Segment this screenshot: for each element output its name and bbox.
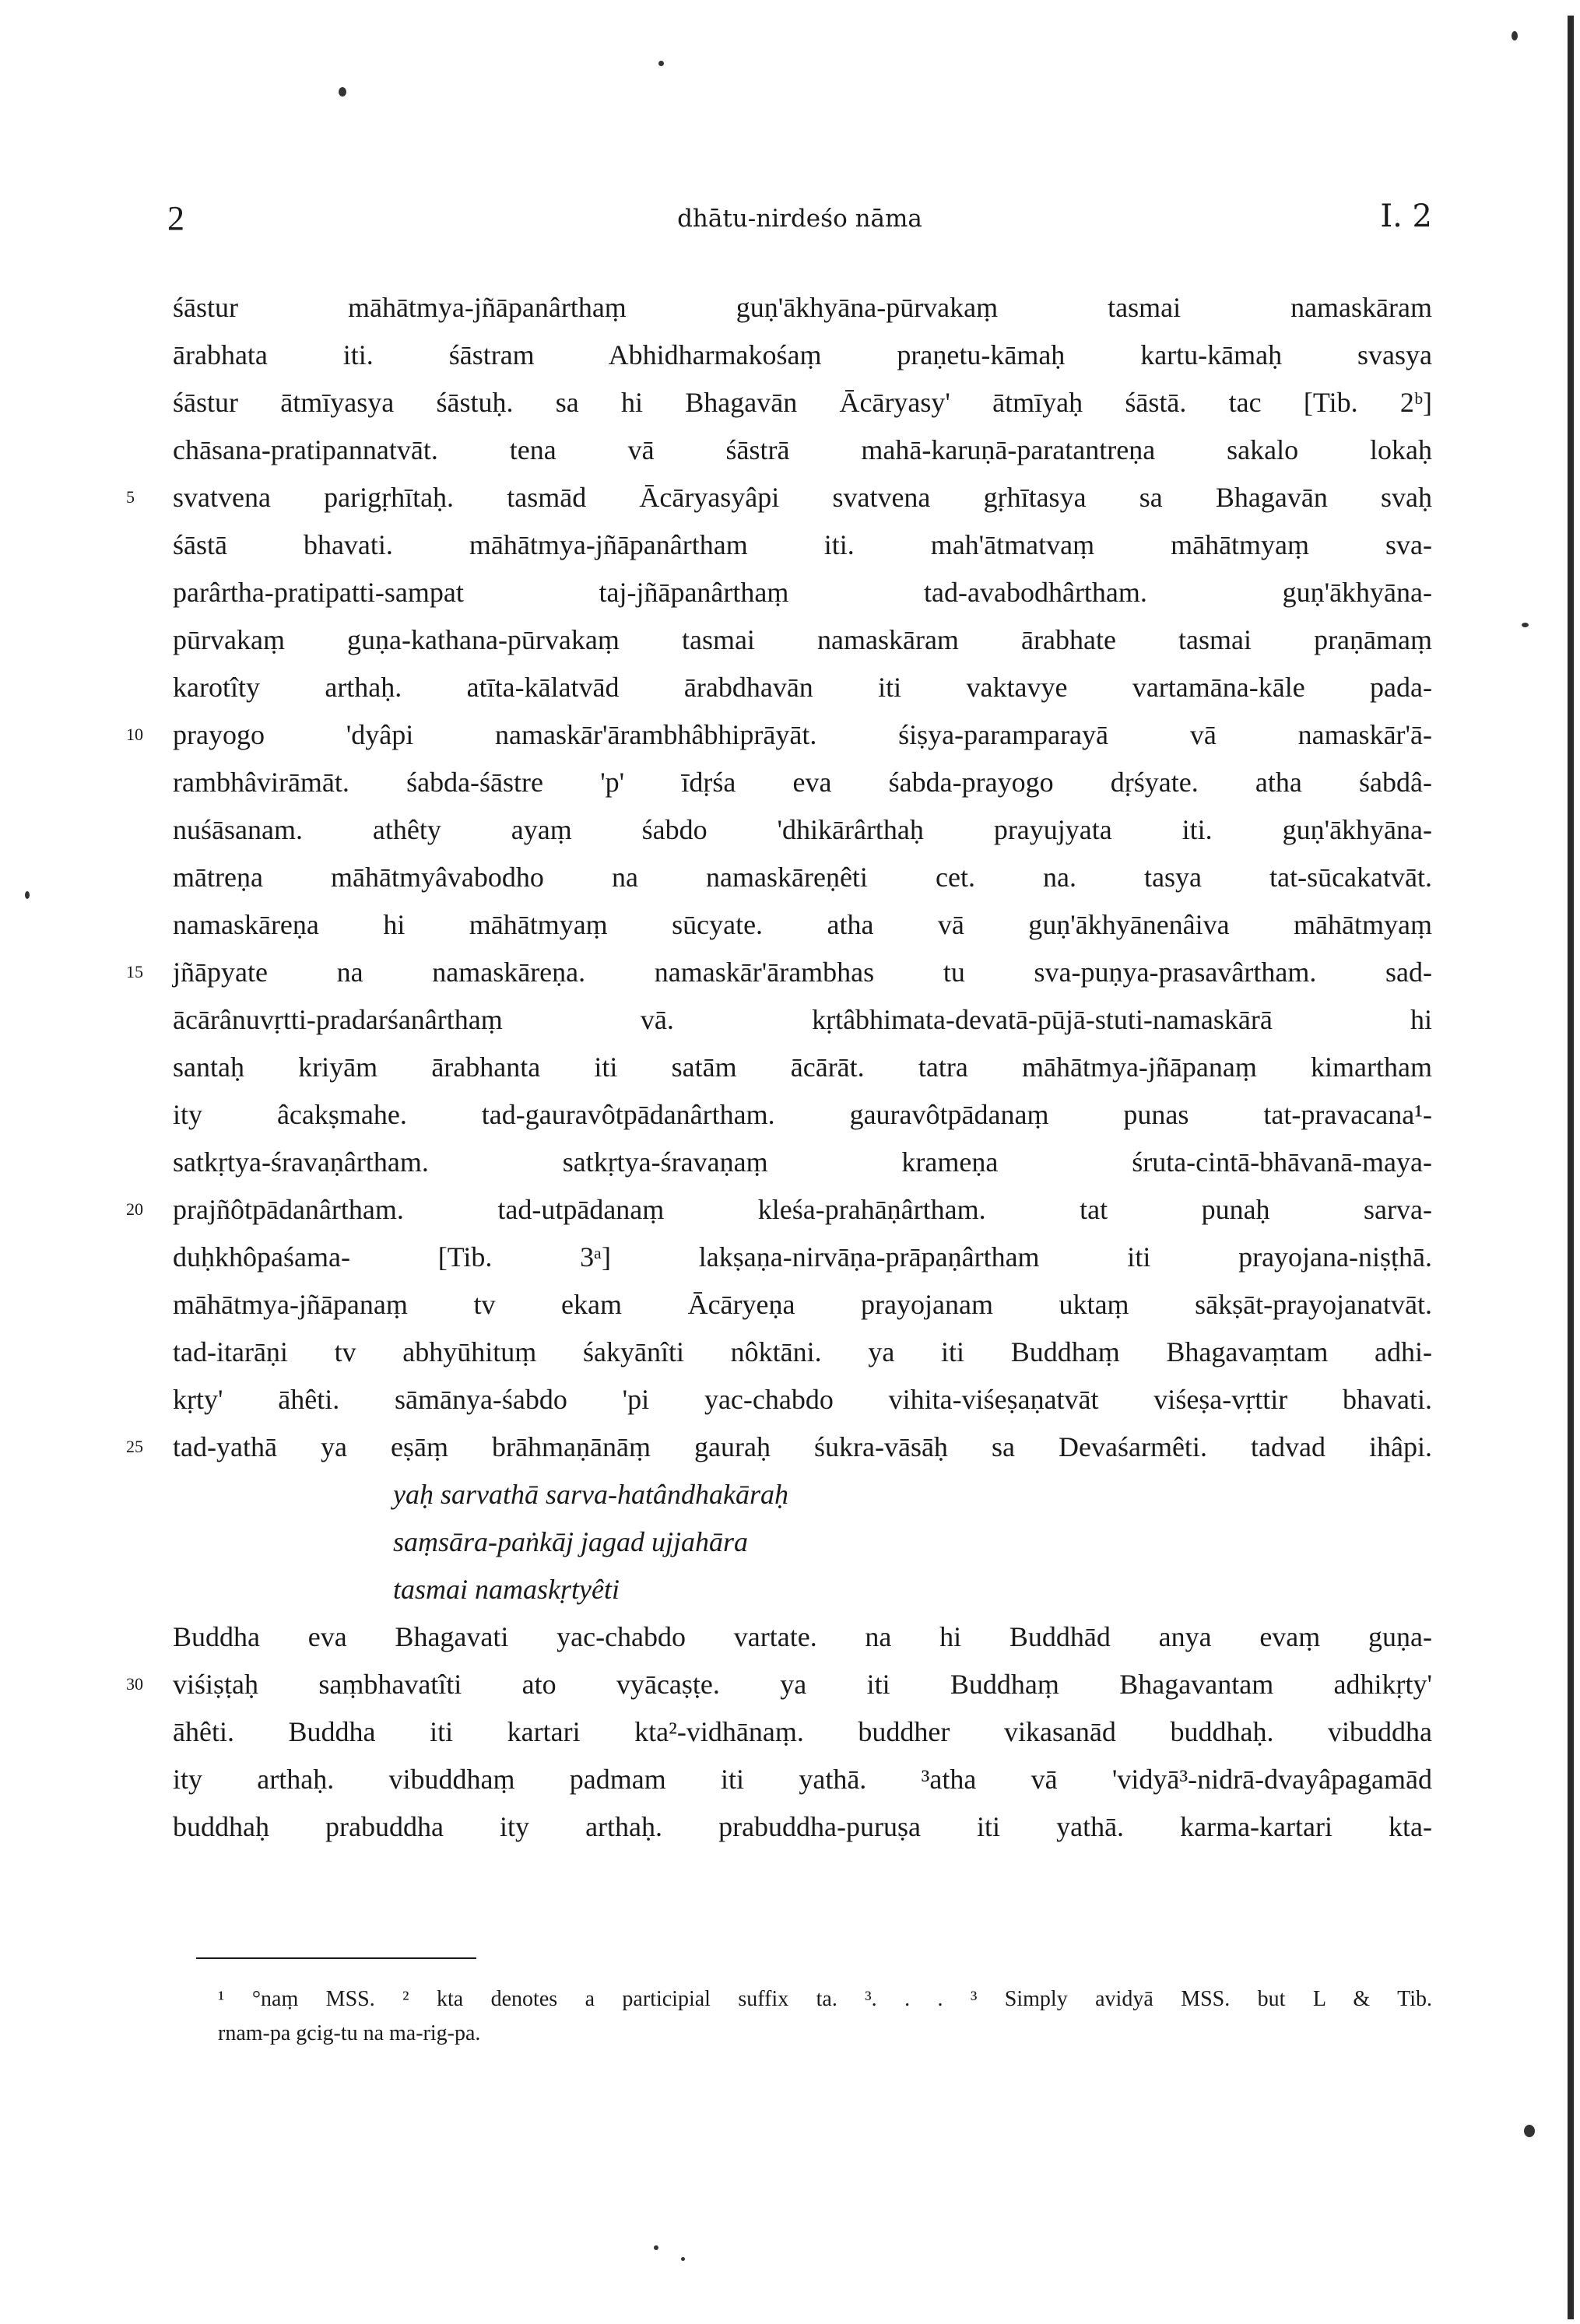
text-line: māhātmya-jñāpanaṃ tv ekam Ācāryeṇa prayojanam uktaṃ sākṣāt-prayojanatvāt. <box>173 1289 1432 1320</box>
text-line: ity arthaḥ. vibuddhaṃ padmam iti yathā. ³atha vā 'vidyā³-nidrā-dvayâpagamād <box>173 1764 1432 1795</box>
text-line: santaḥ kriyām ārabhanta iti satām ācārāt. tatra māhātmya-jñāpanaṃ kimartham <box>173 1051 1432 1083</box>
section-number: I. 2 <box>1380 198 1432 234</box>
text-line: kṛty' āhêti. sāmānya-śabdo 'pi yac-chabdo vihita-viśeṣaṇatvāt viśeṣa-vṛttir bhavati. <box>173 1384 1432 1415</box>
text-line: pūrvakaṃ guṇa-kathana-pūrvakaṃ tasmai namaskāram ārabhate tasmai praṇāmaṃ <box>173 624 1432 655</box>
text-line: ācārânuvṛtti-pradarśanârthaṃ vā. kṛtâbhimata-devatā-pūjā-stuti-namaskārā hi <box>173 1004 1432 1035</box>
text-line: tad-itarāṇi tv abhyūhituṃ śakyānîti nôktāni. ya iti Buddhaṃ Bhagavaṃtam adhi- <box>173 1336 1432 1367</box>
text-line: jñāpyate na namaskāreṇa. namaskār'ārambhas tu sva-puṇya-prasavârtham. sad- <box>173 957 1432 988</box>
verse-line: saṃsāra-paṅkāj jagad ujjahāra <box>393 1526 749 1557</box>
text-line: śāstā bhavati. māhātmya-jñāpanârtham iti. mah'ātmatvaṃ māhātmyaṃ sva- <box>173 529 1432 560</box>
verse-line: yaḥ sarvathā sarva-hatândhakāraḥ <box>393 1479 788 1510</box>
text-line: parârtha-pratipatti-sampat taj-jñāpanârthaṃ tad-avabodhârtham. guṇ'ākhyāna- <box>173 577 1432 608</box>
text-line: prayogo 'dyâpi namaskār'ārambhâbhiprāyāt. śiṣya-paramparayā vā namaskār'ā- <box>173 719 1432 750</box>
text-line: duḥkhôpaśama- [Tib. 3ᵃ] lakṣaṇa-nirvāṇa-prāpaṇârtham iti prayojana-niṣṭhā. <box>173 1241 1432 1273</box>
text-line: Buddha eva Bhagavati yac-chabdo vartate. na hi Buddhād anya evaṃ guṇa- <box>173 1621 1432 1652</box>
footnote-line: ¹ °naṃ MSS. ² kta denotes a participial suffix ta. ³. . . ³ Simply avidyā MSS. but L & Tib. <box>218 1987 1432 2011</box>
page-edge-shadow <box>1568 16 1574 2319</box>
text-line: namaskāreṇa hi māhātmyaṃ sūcyate. atha vā guṇ'ākhyānenâiva māhātmyaṃ <box>173 909 1432 940</box>
footnote-line: rnam-pa gcig-tu na ma-rig-pa. <box>218 2021 481 2045</box>
footnote-rule <box>196 1957 476 1959</box>
line-number: 25 <box>126 1437 143 1456</box>
running-title: dhātu-nirdeśo nāma <box>677 205 922 233</box>
text-line: śāstur māhātmya-jñāpanârthaṃ guṇ'ākhyāna-pūrvakaṃ tasmai namaskāram <box>173 292 1432 323</box>
line-number: 15 <box>126 962 143 981</box>
text-line: ārabhata iti. śāstram Abhidharmakośaṃ praṇetu-kāmaḥ kartu-kāmaḥ svasya <box>173 339 1432 370</box>
scan-speck <box>1512 31 1518 40</box>
scan-speck <box>658 61 664 66</box>
line-number: 20 <box>126 1199 143 1219</box>
scan-speck <box>681 2257 685 2261</box>
text-line: āhêti. Buddha iti kartari kta²-vidhānaṃ. buddher vikasanād buddhaḥ. vibuddha <box>173 1716 1432 1747</box>
verse-line: tasmai namaskṛtyêti <box>393 1574 620 1605</box>
line-number: 10 <box>126 725 143 744</box>
text-line: ity âcakṣmahe. tad-gauravôtpādanârtham. gauravôtpādanaṃ punas tat-pravacana¹- <box>173 1099 1432 1130</box>
text-line: mātreṇa māhātmyâvabodho na namaskāreṇêti cet. na. tasya tat-sūcakatvāt. <box>173 862 1432 893</box>
text-line: rambhâvirāmāt. śabda-śāstre 'p' īdṛśa eva śabda-prayogo dṛśyate. atha śabdâ- <box>173 767 1432 798</box>
scan-speck <box>339 87 346 97</box>
text-line: buddhaḥ prabuddha ity arthaḥ. prabuddha-puruṣa iti yathā. karma-kartari kta- <box>173 1811 1432 1842</box>
line-number: 5 <box>126 487 135 507</box>
text-line: satkṛtya-śravaṇârtham. satkṛtya-śravaṇaṃ krameṇa śruta-cintā-bhāvanā-maya- <box>173 1146 1432 1178</box>
scan-speck <box>1522 623 1529 627</box>
line-number: 30 <box>126 1674 143 1694</box>
text-line: viśiṣṭaḥ saṃbhavatîti ato vyācaṣṭe. ya iti Buddhaṃ Bhagavantam adhikṛty' <box>173 1669 1432 1700</box>
text-line: chāsana-pratipannatvāt. tena vā śāstrā mahā-karuṇā-paratantreṇa sakalo lokaḥ <box>173 434 1432 465</box>
text-line: prajñôtpādanârtham. tad-utpādanaṃ kleśa-prahāṇârtham. tat punaḥ sarva- <box>173 1194 1432 1225</box>
text-line: nuśāsanam. athêty ayaṃ śabdo 'dhikārârthaḥ prayujyata iti. guṇ'ākhyāna- <box>173 814 1432 845</box>
page-number: 2 <box>167 199 184 237</box>
scan-speck <box>25 891 30 899</box>
page-header <box>167 198 1432 245</box>
scan-speck <box>1524 2125 1535 2137</box>
scan-speck <box>654 2245 658 2250</box>
text-line: śāstur ātmīyasya śāstuḥ. sa hi Bhagavān Ācāryasy' ātmīyaḥ śāstā. tac [Tib. 2ᵇ] <box>173 387 1432 418</box>
text-line: tad-yathā ya eṣāṃ brāhmaṇānāṃ gauraḥ śukra-vāsāḥ sa Devaśarmêti. tadvad ihâpi. <box>173 1431 1432 1462</box>
text-line: svatvena parigṛhītaḥ. tasmād Ācāryasyâpi svatvena gṛhītasya sa Bhagavān svaḥ <box>173 482 1432 513</box>
text-line: karotîty arthaḥ. atīta-kālatvād ārabdhavān iti vaktavye vartamāna-kāle pada- <box>173 672 1432 703</box>
